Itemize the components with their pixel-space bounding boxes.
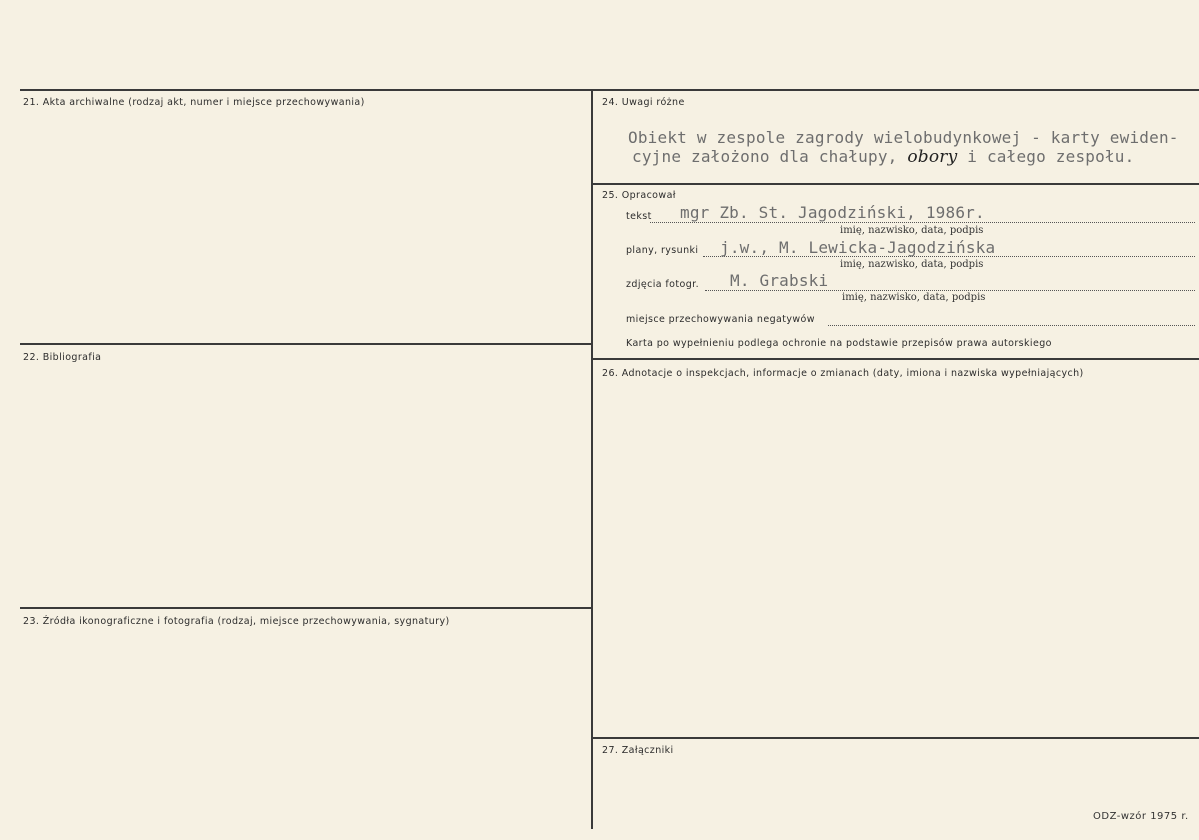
zdjecia-value: M. Grabski (730, 271, 829, 290)
top-rule (20, 89, 1199, 91)
zdjecia-label: zdjęcia fotogr. (626, 279, 699, 290)
section-22-label: 22. Bibliografia (23, 352, 102, 363)
remarks-line-2 (632, 147, 1134, 167)
miejsce-dotted-line (828, 325, 1195, 326)
section-25-label: 25. Opracował (602, 190, 676, 201)
remarks-line-1: Obiekt w zespole zagrody wielobudynkowej - karty ewiden- (628, 128, 1179, 147)
remarks-line-2-part-a: cyjne założono dla chałupy, (632, 147, 898, 166)
rule-25-26 (593, 358, 1199, 360)
section-24-label: 24. Uwagi różne (602, 97, 685, 108)
rule-24-25 (593, 183, 1199, 185)
section-21-label: 21. Akta archiwalne (rodzaj akt, numer i miejsce przechowywania) (23, 97, 365, 108)
rule-21-22 (20, 343, 591, 345)
tekst-dotted-line (650, 222, 1195, 223)
copyright-note: Karta po wypełnieniu podlega ochronie na podstawie przepisów prawa autorskiego (626, 338, 1052, 349)
plany-caption: imię, nazwisko, data, podpis (840, 259, 984, 270)
tekst-caption: imię, nazwisko, data, podpis (840, 225, 984, 236)
miejsce-label: miejsce przechowywania negatywów (626, 314, 815, 325)
tekst-value: mgr Zb. St. Jagodziński, 1986r. (680, 203, 985, 222)
form-model-footer: ODZ-wzór 1975 r. (1093, 811, 1189, 822)
center-divider (591, 89, 593, 829)
remarks-line-2-part-b: i całego zespołu. (967, 147, 1135, 166)
tekst-label: tekst (626, 211, 652, 222)
rule-22-23 (20, 607, 591, 609)
handwritten-obory: obory (907, 147, 958, 167)
zdjecia-caption: imię, nazwisko, data, podpis (842, 292, 986, 303)
section-26-label: 26. Adnotacje o inspekcjach, informacje o zmianach (daty, imiona i nazwiska wypełniających) (602, 368, 1084, 379)
section-23-label: 23. Źródła ikonograficzne i fotografia (rodzaj, miejsce przechowywania, sygnatury) (23, 616, 450, 627)
zdjecia-dotted-line (705, 290, 1195, 291)
plany-label: plany, rysunki (626, 245, 699, 256)
section-27-label: 27. Załączniki (602, 745, 674, 756)
plany-value: j.w., M. Lewicka-Jagodzińska (720, 238, 996, 257)
rule-26-27 (593, 737, 1199, 739)
